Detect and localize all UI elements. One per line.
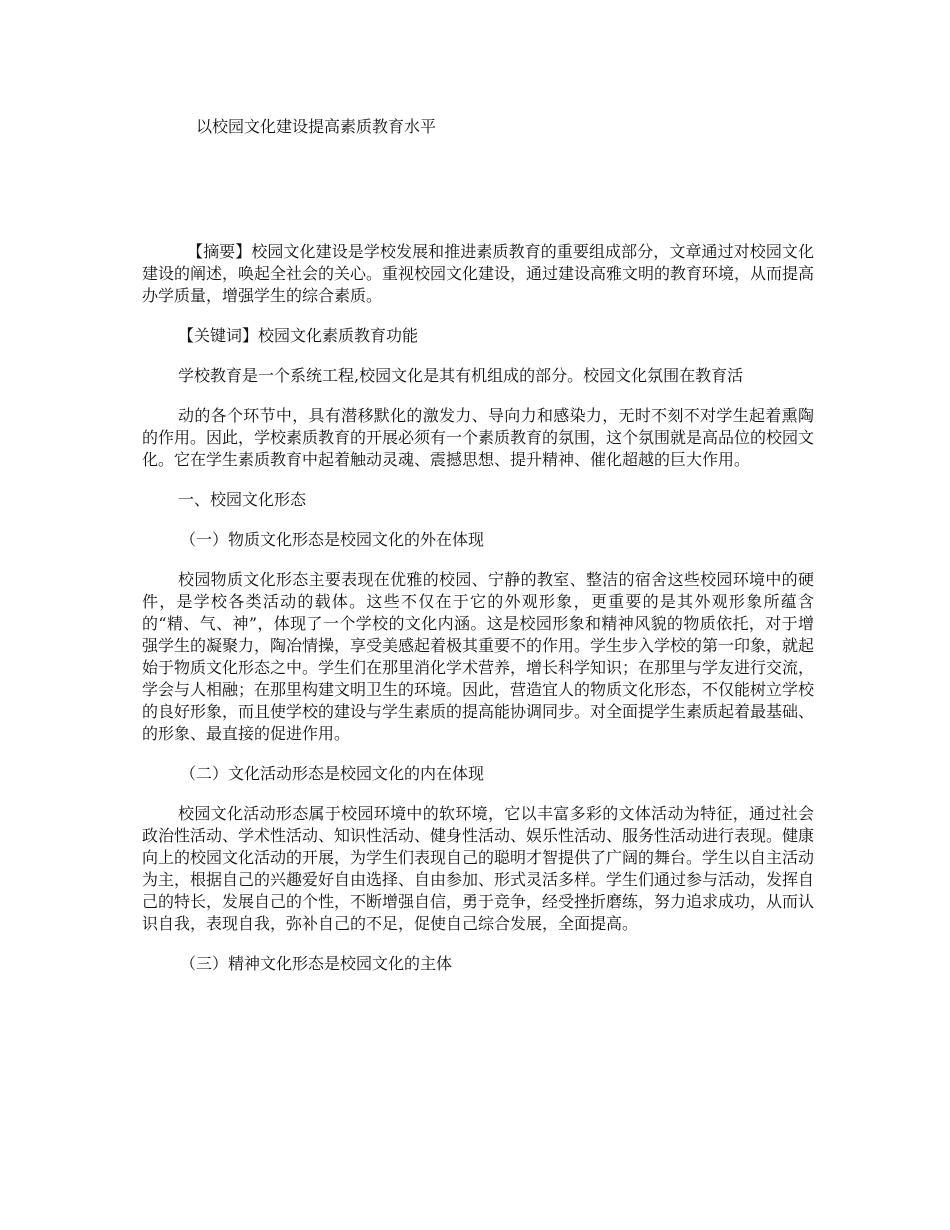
intro-paragraph-1: 学校教育是一个系统工程,校园文化是其有机组成的部分。校园文化氛围在教育活 xyxy=(178,366,744,385)
subsection-heading-2: （二）文化活动形态是校园文化的内在体现 xyxy=(180,764,485,783)
document-body xyxy=(142,241,814,993)
document-title: 以校园文化建设提高素质教育水平 xyxy=(196,117,437,136)
subsection-heading-1: （一）物质文化形态是校园文化的外在体现 xyxy=(180,530,485,549)
keywords-line: 【关键词】校园文化素质教育功能 xyxy=(178,326,419,345)
intro-paragraph-2: 动的各个环节中，具有潜移默化的激发力、导向力和感染力，无时不刻不对学生起着熏陶的作用。因此，学校素质教育的开展必须有一个素质教育的氛围，这个氛围就是高品位的校园文化。它在学生素质教育中起着触动灵魂、震撼思想、提升精神、催化超越的巨大作用。 xyxy=(142,406,815,469)
subsection-2-body: 校园文化活动形态属于校园环境中的软环境，它以丰富多彩的文体活动为特征，通过社会政治性活动、学术性活动、知识性活动、健身性活动、娱乐性活动、服务性活动进行表现。健康向上的校园文化活动的开展，为学生们表现自己的聪明才智提供了广阔的舞台。学生以自主活动为主，根据自己的兴趣爱好自由选择、自由参加、形式灵活多样。学生们通过参与活动，发挥自己的特长，发展自己的个性，不断增强自信，勇于竞争，经受挫折磨练，努力追求成功，从而认识自我，表现自我，弥补自己的不足，促使自己综合发展，全面提高。 xyxy=(142,804,815,933)
section-heading-1: 一、校园文化形态 xyxy=(178,490,307,509)
abstract-paragraph: 【摘要】校园文化建设是学校发展和推进素质教育的重要组成部分，文章通过对校园文化建设的阐述，唤起全社会的关心。重视校园文化建设，通过建设高雅文明的教育环境，从而提高办学质量，增强学生的综合素质。 xyxy=(142,242,815,305)
subsection-1-body: 校园物质文化形态主要表现在优雅的校园、宁静的教室、整洁的宿舍这些校园环境中的硬件，是学校各类活动的载体。这些不仅在于它的外观形象，更重要的是其外观形象所蕴含的“精、气、神”，体现了一个学校的文化内涵。这是校园形象和精神风貌的物质依托，对于增强学生的凝聚力，陶冶情操，享受美感起着极其重要不的作用。学生步入学校的第一印象，就起始于物质文化形态之中。学生们在那里消化学术营养，增长科学知识；在那里与学友进行交流，学会与人相融；在那里构建文明卫生的环境。因此，营造宜人的物质文化形态，不仅能树立学校的良好形象，而且使学校的建设与学生素质的提高能协调同步。对全面提学生素质起着最基础、的形象、最直接的促进作用。 xyxy=(142,570,815,743)
subsection-heading-3: （三）精神文化形态是校园文化的主体 xyxy=(180,954,453,973)
